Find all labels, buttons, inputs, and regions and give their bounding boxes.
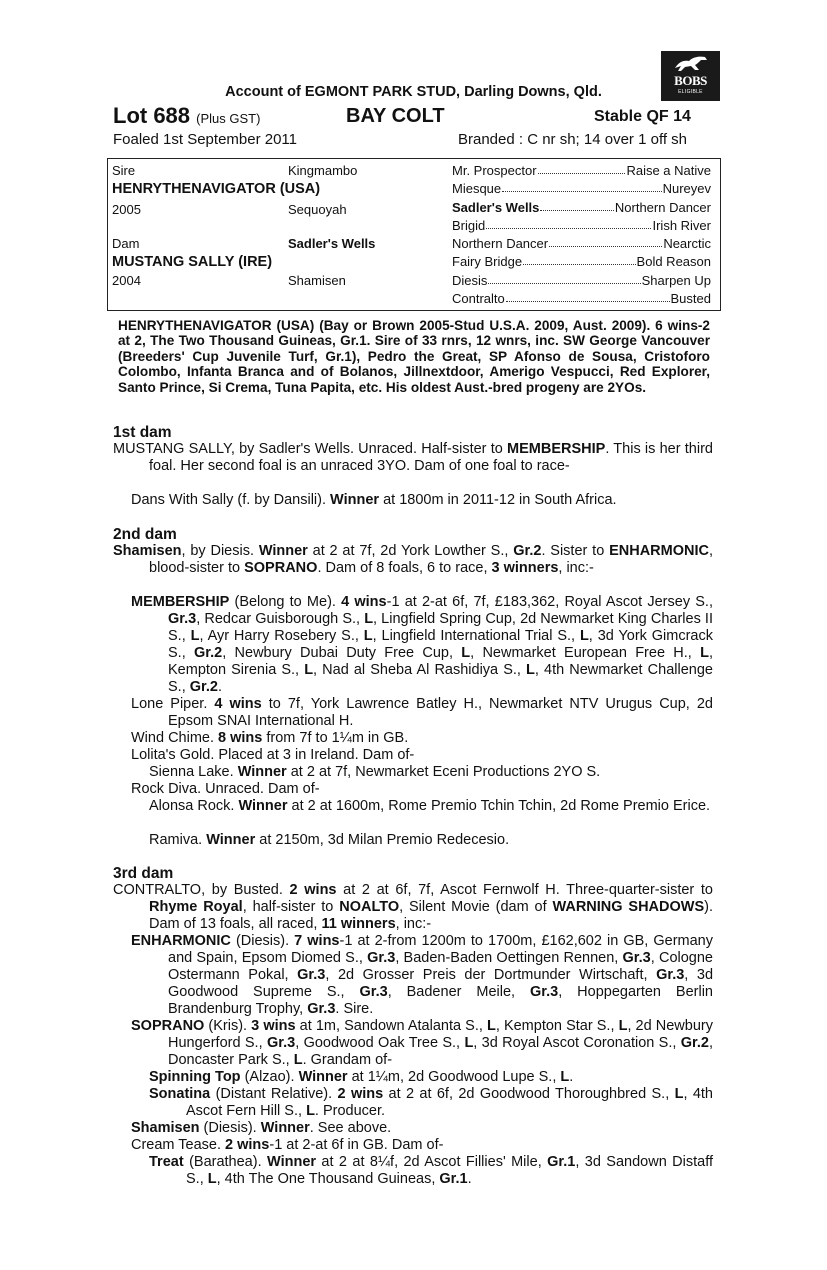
text-run: , 4th Newmarket Challenge S., — [168, 662, 713, 695]
logo-subtext: ELIGIBLE — [678, 89, 703, 95]
text-run: . Sire. — [335, 1001, 374, 1017]
lolitas-gold-entry: Lolita's Gold. Placed at 3 in Ireland. Dam of- — [131, 747, 415, 763]
text-run: , Badener Meile, — [387, 984, 530, 1000]
gp-right: Northern Dancer — [614, 200, 711, 215]
text-run: , Silent Movie (dam of — [399, 899, 553, 915]
grandparent-row — [452, 200, 711, 215]
text-run: -1 at 2-from 1200m to 1700m, £162,602 in GB, Germany and Spain, Epsom Diomed S., — [168, 933, 713, 966]
lone-piper-entry — [131, 696, 713, 730]
gp-right: Bold Reason — [636, 254, 711, 269]
sienna-lake-entry — [149, 764, 713, 781]
dam-name: MUSTANG SALLY (IRE) — [112, 254, 273, 270]
bold-run: Winner — [298, 1069, 348, 1085]
bold-run: Rhyme Royal — [149, 899, 243, 915]
text-run: . Producer. — [314, 1103, 386, 1119]
text-run: , Newbury Dubai Duty Free Cup, — [222, 645, 462, 661]
text-run: . See above. — [309, 1120, 392, 1136]
text-run: at 2 at 1600m, Rome Premio Tchin Tchin, 2d Rome Premio Erice. — [287, 798, 711, 814]
bold-run: Winner — [267, 1154, 317, 1170]
sonatina-entry — [149, 1086, 713, 1120]
ramiva-entry — [149, 832, 713, 849]
text-run: , Baden-Baden Oettingen Rennen, — [395, 950, 623, 966]
text-run: , 3d Royal Ascot Coronation S., — [473, 1035, 681, 1051]
text-run: ). Dam of 13 foals, all raced, — [149, 899, 713, 932]
sire-dam: Sequoyah — [288, 202, 347, 217]
gp-left: Sadler's Wells — [452, 200, 540, 215]
bold-run: L — [618, 1018, 628, 1034]
text-run: (Alzao). — [240, 1069, 299, 1085]
bold-run: Sonatina — [149, 1086, 211, 1102]
sire-label: Sire — [112, 163, 136, 178]
text-run: at 2150m, 3d Milan Premio Redecesio. — [255, 832, 510, 848]
text-run: at 2 at 8¼f, 2d Ascot Fillies' Mile, — [316, 1154, 548, 1170]
bold-run: Gr.1 — [547, 1154, 576, 1170]
text-run: at 2 at 7f, 2d York Lowther S., — [307, 543, 514, 559]
bold-run: 2 wins — [337, 1086, 384, 1102]
text-run: , 2d Grosser Preis der Dortmunder Wirtschaft, — [325, 967, 657, 983]
gp-right: Nearctic — [663, 236, 711, 251]
stable-number: Stable QF 14 — [594, 108, 691, 125]
text-run: Dans With Sally (f. by Dansili). — [131, 492, 331, 508]
text-run: Alonsa Rock. — [149, 798, 239, 814]
bold-run: 7 wins — [294, 933, 340, 949]
horse-sex: BAY COLT — [346, 105, 445, 127]
vendor-account: Account of EGMONT PARK STUD, Darling Downs, Qld. — [225, 84, 602, 100]
text-run: (Diesis). — [199, 1120, 261, 1136]
bold-run: L — [486, 1018, 496, 1034]
text-run: , Nad al Sheba Al Rashidiya S., — [313, 662, 527, 678]
bold-run: Gr.3 — [529, 984, 559, 1000]
horse-icon — [673, 54, 709, 72]
text-run: , by Diesis. — [181, 543, 259, 559]
pedigree-table — [107, 158, 721, 311]
foaled-date: Foaled 1st September 2011 — [113, 131, 298, 148]
bold-run: WARNING SHADOWS — [552, 899, 705, 915]
dam-year: 2004 — [112, 273, 141, 288]
bold-run: L — [306, 1103, 315, 1119]
bold-run: Treat — [149, 1154, 184, 1170]
bold-run: Gr.2 — [189, 679, 218, 695]
bold-run: Winner — [206, 832, 256, 848]
bold-run: L — [464, 1035, 474, 1051]
bold-run: Winner — [330, 492, 380, 508]
sire-year: 2005 — [112, 202, 141, 217]
first-dam-paragraph — [113, 441, 713, 475]
bold-run: Winner — [258, 543, 308, 559]
grandparent-row — [452, 236, 711, 251]
bold-run: L — [293, 1052, 303, 1068]
bold-run: MEMBERSHIP — [131, 594, 230, 610]
lot-label: Lot 688 — [113, 103, 191, 128]
text-run: -1 at 2-at 6f in GB. Dam of- — [269, 1137, 444, 1153]
bold-run: L — [674, 1086, 684, 1102]
bold-run: L — [579, 628, 589, 644]
text-run: MUSTANG SALLY, by Sadler's Wells. Unraced. Half-sister to — [113, 441, 508, 457]
grandparent-row — [452, 218, 711, 233]
text-run: at 1800m in 2011-12 in South Africa. — [379, 492, 617, 508]
bold-run: L — [526, 662, 535, 678]
treat-entry — [149, 1154, 713, 1188]
text-run: , Newmarket European Free H., — [470, 645, 701, 661]
gp-left: Northern Dancer — [452, 236, 549, 251]
text-run: , half-sister to — [242, 899, 340, 915]
text-run: , 3d Goodwood Supreme S., — [168, 967, 714, 1000]
spinning-top-entry — [149, 1069, 713, 1086]
bold-run: 2 wins — [225, 1137, 270, 1153]
bold-run: Gr.2 — [194, 645, 223, 661]
brand-marks: Branded : C nr sh; 14 over 1 off sh — [458, 131, 688, 148]
text-run: at 1m, Sandown Atalanta S., — [295, 1018, 487, 1034]
text-run: , Redcar Guisborough S., — [196, 611, 365, 627]
text-run: , Cologne Ostermann Pokal, — [168, 950, 713, 983]
enharmonic-entry — [131, 933, 713, 1018]
bold-run: ENHARMONIC — [131, 933, 231, 949]
bold-run: SOPRANO — [244, 560, 318, 576]
bold-run: 4 wins — [341, 594, 387, 610]
first-dam-heading: 1st dam — [113, 424, 172, 441]
bold-run: NOALTO — [339, 899, 400, 915]
text-run: Sienna Lake. — [149, 764, 238, 780]
bold-run: 8 wins — [218, 730, 263, 746]
dam-sire: Sadler's Wells — [288, 236, 376, 251]
text-run: , Goodwood Oak Tree S., — [295, 1035, 465, 1051]
bold-run: 4 wins — [214, 696, 262, 712]
text-run: (Kris). — [204, 1018, 252, 1034]
text-run: , Ayr Harry Rosebery S., — [199, 628, 364, 644]
bold-run: Gr.1 — [439, 1171, 468, 1187]
text-run: at 2 at 6f, 7f, Ascot Fernwolf H. Three-quarter-sister to — [336, 882, 713, 898]
bold-run: Gr.3 — [359, 984, 388, 1000]
gp-right: Busted — [670, 291, 711, 306]
bold-run: L — [700, 645, 709, 661]
text-run: . Sister to — [541, 543, 610, 559]
text-run: , 4th Ascot Fern Hill S., — [186, 1086, 713, 1119]
alonsa-rock-entry — [149, 798, 713, 815]
gp-right: Sharpen Up — [641, 273, 711, 288]
text-run: , inc:- — [558, 560, 594, 576]
logo-text: BOBS — [674, 73, 707, 88]
gp-left: Fairy Bridge — [452, 254, 523, 269]
bold-run: SOPRANO — [131, 1018, 205, 1034]
bold-run: Spinning Top — [149, 1069, 241, 1085]
gp-left: Contralto — [452, 291, 505, 306]
text-run: from 7f to 1¼m in GB. — [262, 730, 409, 746]
lot-number — [113, 103, 260, 129]
text-run: at 2 at 7f, Newmarket Eceni Productions 2YO S. — [286, 764, 601, 780]
bold-run: MEMBERSHIP — [507, 441, 606, 457]
bold-run: Gr.3 — [656, 967, 685, 983]
gp-right: Raise a Native — [626, 163, 711, 178]
text-run: Wind Chime. — [131, 730, 219, 746]
text-run: Ramiva. — [149, 832, 207, 848]
grandparent-row — [452, 181, 711, 196]
text-run: , inc:- — [395, 916, 432, 932]
grandparent-row — [452, 273, 711, 288]
text-run: , Doncaster Park S., — [168, 1035, 713, 1068]
shamisen-entry — [113, 543, 713, 577]
text-run: at 2 at 6f, 2d Goodwood Thoroughbred S., — [383, 1086, 675, 1102]
gp-left: Mr. Prospector — [452, 163, 537, 178]
cream-tease-entry — [131, 1137, 713, 1154]
text-run: , 3d Sandown Distaff S., — [186, 1154, 713, 1187]
grandparent-row — [452, 254, 711, 269]
bold-run: Gr.2 — [680, 1035, 709, 1051]
rock-diva-entry: Rock Diva. Unraced. Dam of- — [131, 781, 320, 797]
gp-left: Diesis — [452, 273, 488, 288]
text-run: CONTRALTO, by Busted. — [113, 882, 290, 898]
bold-run: 3 winners — [491, 560, 559, 576]
bold-run: L — [364, 611, 374, 627]
first-dam-progeny — [131, 492, 713, 509]
text-run: . — [217, 679, 223, 695]
shamisen-3rd-entry — [131, 1120, 713, 1137]
text-run: , Lingfield Spring Cup, 2d Newmarket King Charles II S., — [168, 611, 713, 644]
bold-run: ENHARMONIC — [609, 543, 709, 559]
text-run: , 4th The One Thousand Guineas, — [216, 1171, 440, 1187]
bold-run: 11 winners — [321, 916, 396, 932]
bold-run: Gr.3 — [367, 950, 396, 966]
bold-run: Gr.3 — [297, 967, 326, 983]
bold-run: L — [363, 628, 373, 644]
text-run: . This is her third foal. Her second foal is an unraced 3YO. Dam of one foal to race- — [149, 441, 713, 474]
text-run: at 1¼m, 2d Goodwood Lupe S., — [347, 1069, 561, 1085]
second-dam-heading: 2nd dam — [113, 526, 177, 543]
gp-left: Brigid — [452, 218, 486, 233]
dam-label: Dam — [112, 236, 140, 251]
dam-dam: Shamisen — [288, 273, 346, 288]
text-run: (Barathea). — [183, 1154, 268, 1170]
text-run: . Dam of 8 foals, 6 to race, — [317, 560, 492, 576]
text-run: to 7f, York Lawrence Batley H., Newmarket NTV Urugus Cup, 2d Epsom SNAI International H. — [168, 696, 713, 729]
bold-run: Winner — [238, 798, 288, 814]
wind-chime-entry — [131, 730, 713, 747]
text-run: , Kempton Star S., — [495, 1018, 619, 1034]
text-run: , Kempton Sirenia S., — [168, 645, 713, 678]
text-run: , 2d Newbury Hungerford S., — [168, 1018, 713, 1051]
bold-run: Shamisen — [131, 1120, 200, 1136]
bold-run: L — [207, 1171, 217, 1187]
contralto-entry — [113, 882, 713, 933]
bold-run: Gr.3 — [168, 611, 197, 627]
lot-note: (Plus GST) — [196, 111, 261, 126]
gp-right: Irish River — [652, 218, 711, 233]
text-run: . — [467, 1171, 472, 1187]
bold-run: Winner — [237, 764, 287, 780]
text-run: Cream Tease. — [131, 1137, 226, 1153]
bold-run: Gr.3 — [307, 1001, 336, 1017]
sire-name: HENRYTHENAVIGATOR (USA) — [112, 181, 321, 197]
gp-right: Nureyev — [662, 181, 711, 196]
bold-run: Gr.3 — [266, 1035, 296, 1051]
grandparent-row — [452, 163, 711, 178]
bold-run: Shamisen — [113, 543, 182, 559]
grandparent-row — [452, 291, 711, 306]
text-run: . Grandam of- — [302, 1052, 393, 1068]
text-run: , Hoppegarten Berlin Brandenburg Trophy, — [168, 984, 713, 1017]
third-dam-heading: 3rd dam — [113, 865, 174, 882]
bold-run: 3 wins — [251, 1018, 296, 1034]
sire-sire: Kingmambo — [288, 163, 358, 178]
text-run: (Diesis). — [230, 933, 295, 949]
text-run: , Lingfield International Trial S., — [372, 628, 580, 644]
bold-run: L — [560, 1069, 570, 1085]
membership-entry — [131, 594, 713, 696]
bold-run: Winner — [260, 1120, 310, 1136]
bold-run: L — [461, 645, 471, 661]
text-run: . — [569, 1069, 574, 1085]
soprano-entry — [131, 1018, 713, 1069]
bold-run: Gr.3 — [622, 950, 651, 966]
text-run: Lone Piper. — [131, 696, 215, 712]
text-run: , blood-sister to — [149, 543, 713, 576]
sire-summary: HENRYTHENAVIGATOR (USA) (Bay or Brown 2005-Stud U.S.A. 2009, Aust. 2009). 6 wins-2 at 2, The Two Thousand Guineas, Gr.1. Sire of 33 rnrs, 12 wnrs, inc. SW George Vancouver (Breeders' Cup Juvenile Turf, Gr.1), Pedro the Great, SP Afonso de Sousa, Cristoforo Colombo, Infanta Branca and of Bolanos, Jillnextdoor, Amerigo Vespucci, Red Explorer, Santo Prince, Si Crema, Tuna Papita, etc. His oldest Aust.-bred progeny are 2YOs. — [118, 318, 710, 395]
text-run: -1 at 2-at 6f, 7f, £183,362, Royal Ascot Jersey S., — [386, 594, 713, 610]
text-run: (Belong to Me). — [229, 594, 342, 610]
text-run: , 3d York Gimcrack S., — [168, 628, 714, 661]
bold-run: Gr.2 — [513, 543, 542, 559]
gp-left: Miesque — [452, 181, 502, 196]
bold-run: 2 wins — [289, 882, 337, 898]
bold-run: L — [190, 628, 200, 644]
bold-run: L — [304, 662, 314, 678]
text-run: (Distant Relative). — [210, 1086, 338, 1102]
